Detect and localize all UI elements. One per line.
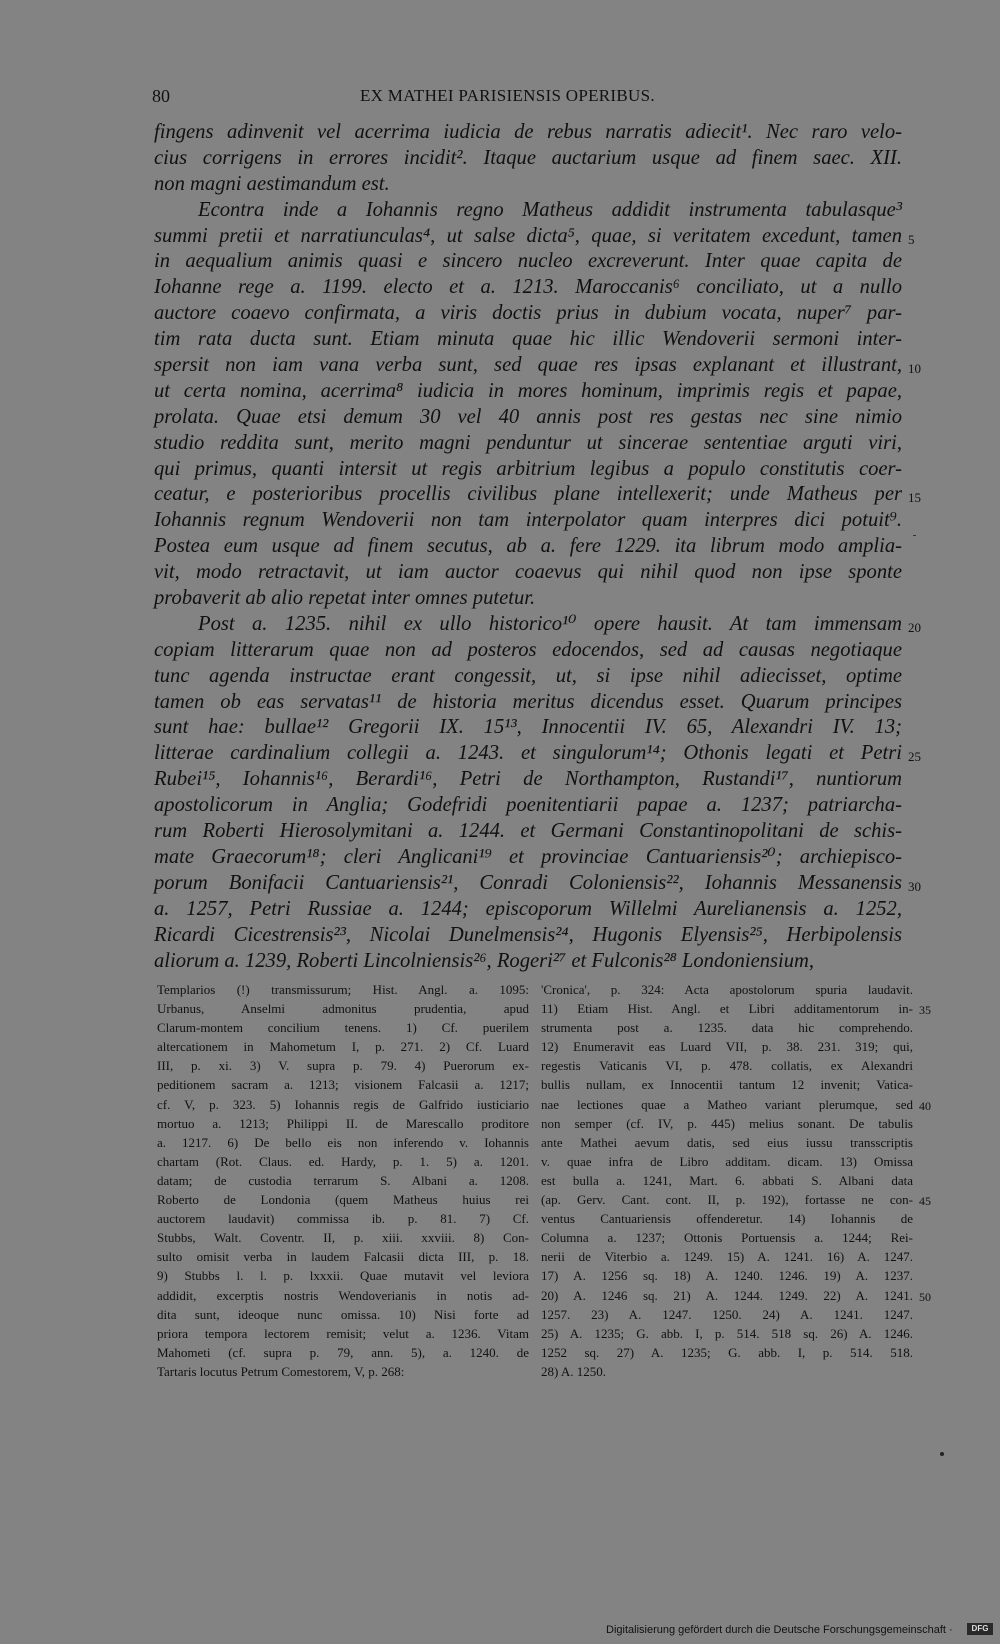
text-line-content: Post a. 1235. nihil ex ullo historico¹⁰ opere hausit. At tam immensam — [198, 612, 902, 635]
footnote-line — [541, 1171, 913, 1190]
print-speck — [913, 535, 916, 536]
text-line — [154, 638, 902, 664]
footnote-line — [541, 1247, 913, 1266]
text-line-content: summi pretii et narratiunculas⁴, ut salse dicta⁵, quae, si veritatem excedunt, tamen — [154, 224, 902, 247]
footnote-line-content: 11) Etiam Hist. Angl. et Libri additamentorum in- — [541, 1001, 913, 1017]
page-header — [0, 86, 1000, 116]
footnote-line-content: nae lectiones quae a Matheo variant plerumque, sed — [541, 1096, 913, 1112]
text-line-content: qui primus, quanti intersit ut regis arbitrium legibus a populo constitutis coer- — [154, 457, 902, 480]
text-line — [154, 405, 902, 431]
footnote-line-content: (ap. Gerv. Cant. cont. II, p. 192), fortasse ne con- — [541, 1192, 913, 1208]
text-line-content: Iohannis regnum Wendoverii non tam interpolator quam interpres dici potuit⁹. — [154, 509, 902, 532]
text-line-content: vit, modo retractavit, ut iam auctor coaevus qui nihil quod non ipse sponte — [154, 561, 902, 584]
footnote-line — [541, 1056, 913, 1075]
text-line — [154, 690, 902, 716]
text-line-content: aliorum a. 1239, Roberti Lincolniensis²⁶, Rogeri²⁷ et Fulconis²⁸ Londoniensium, — [154, 949, 815, 972]
text-line-content: porum Bonifacii Cantuariensis²¹, Conradi Coloniensis²², Iohannis Messanensis — [154, 871, 902, 894]
text-line — [154, 715, 902, 741]
line-number: 15 — [908, 490, 921, 506]
footnote-line — [541, 1324, 913, 1343]
text-line — [154, 327, 902, 353]
footnote-line-content: regestis Vaticanis VI, p. 478. collatis, ex Alexandri — [541, 1058, 913, 1074]
footnote-line — [157, 1152, 529, 1171]
footnote-line — [541, 1152, 913, 1171]
text-line-content: Econtra inde a Iohannis regno Matheus addidit instrumenta tabulasque³ — [198, 198, 902, 221]
footnote-line — [157, 1228, 529, 1247]
text-line — [154, 949, 902, 975]
text-line — [154, 275, 902, 301]
footnote-line-content: cf. V, p. 323. 5) Iohannis regis de Galfrido iusticiario — [157, 1096, 529, 1112]
footnote-line — [157, 1171, 529, 1190]
text-line — [154, 534, 902, 560]
footnote-line-content: 20) A. 1246 sq. 21) A. 1244. 1249. 22) A. 1241. — [541, 1287, 913, 1303]
footnote-line — [157, 1343, 529, 1362]
text-line — [154, 897, 902, 923]
text-line — [154, 508, 902, 534]
text-line-content: ceatur, e posterioribus procellis civilibus plane intellexerit; unde Matheus per — [154, 483, 902, 506]
text-line — [154, 923, 902, 949]
footnote-line-content: chartam (Rot. Claus. ed. Hardy, p. 1. 5) a. 1201. — [157, 1153, 529, 1169]
funding-note: Digitalisierung gefördert durch die Deutsche Forschungsgemeinschaft · — [606, 1624, 953, 1636]
footnote-line-content: mortuo a. 1213; Philippi II. de Marescallo proditore — [157, 1115, 529, 1131]
footnote-line-content: priora tempora lectorem remisit; velut a. 1236. Vitam — [157, 1325, 529, 1341]
footnote-line-content: nerii de Viterbio a. 1249. 15) A. 1241. 16) A. 1247. — [541, 1249, 913, 1265]
text-line — [154, 664, 902, 690]
footnote-line — [541, 1095, 931, 1114]
footnote-line — [157, 980, 529, 999]
footnote-line — [157, 1114, 529, 1133]
footnote-line-content: peditionem sacram a. 1213; visionem Falcasii a. 1217; — [157, 1077, 529, 1093]
footnote-line-content: a. 1217. 6) De bello eis non inferendo v. Iohannis — [157, 1134, 529, 1150]
footnote-line-content: 17) A. 1256 sq. 18) A. 1240. 1246. 19) A. 1237. — [541, 1268, 913, 1284]
line-number: 25 — [908, 749, 921, 765]
text-line — [154, 767, 902, 793]
footnote-line — [541, 1037, 913, 1056]
footnote-line — [541, 1286, 931, 1305]
line-number: 40 — [919, 1098, 931, 1113]
footnote-line — [157, 1247, 529, 1266]
line-number: 5 — [908, 231, 915, 247]
footnote-line-content: Clarum-montem concilium tenens. 1) Cf. puerilem — [157, 1020, 529, 1036]
page-number: 80 — [152, 86, 170, 106]
running-title: EX MATHEI PARISIENSIS OPERIBUS. — [360, 86, 655, 105]
text-line — [154, 741, 921, 767]
footnote-line — [157, 1190, 529, 1209]
footnote-line — [157, 1286, 529, 1305]
text-line-content: Iohanne rege a. 1199. electo et a. 1213. Maroccanis⁶ conciliato, ut a nullo — [154, 276, 902, 299]
footnote-line-content: Roberto de Londonia (quem Matheus huius rei — [157, 1192, 529, 1208]
footnote-line — [541, 1266, 913, 1285]
text-line — [154, 172, 902, 198]
line-number: 35 — [919, 1003, 931, 1018]
text-line — [154, 845, 902, 871]
line-number: 20 — [908, 619, 921, 635]
footnote-line-content: 1257. 23) A. 1247. 1250. 24) A. 1241. 1247. — [541, 1306, 913, 1322]
text-line-content: apostolicorum in Anglia; Godefridi poenitentiarii papae a. 1237; patriarcha- — [154, 794, 902, 817]
text-line-content: auctore coaevo confirmata, a viris doctis prius in dubium vocata, nuper⁷ par- — [154, 302, 902, 325]
footnote-line-content: ante Mathei aevum datis, sed eius iussu transscriptis — [541, 1134, 913, 1150]
text-line — [154, 793, 902, 819]
text-line-content: copiam litterarum quae non ad posteros edocendos, sed ad causas negotiaque — [154, 638, 902, 661]
text-line-content: rum Roberti Hierosolymitani a. 1244. et Germani Constantinopolitani de schis- — [154, 820, 902, 843]
text-line-content: mate Graecorum¹⁸; cleri Anglicani¹⁹ et provinciae Cantuariensis²⁰; archiepisco- — [154, 845, 902, 868]
footnote-line-content: altercationem in Mahometum I, p. 271. 2) Cf. Luard — [157, 1039, 529, 1055]
text-line-content: non magni aestimandum est. — [154, 172, 390, 195]
text-line-content: tunc agenda instructae erant congessit, ut, si ipse nihil adiecisset, optime — [154, 664, 902, 687]
footnote-line-content: 12) Enumeravit eas Luard VII, p. 38. 231. 319; qui, — [541, 1039, 913, 1055]
footnote-line — [541, 1209, 913, 1228]
footnote-line — [541, 1018, 913, 1037]
text-line — [154, 612, 921, 638]
footnote-line-content: Columna a. 1237; Ottonis Portuensis a. 1244; Rei- — [541, 1230, 913, 1246]
text-line — [154, 586, 902, 612]
footnote-line-content: Templarios (!) transmissurum; Hist. Angl. a. 1095: — [157, 982, 529, 997]
text-line — [154, 249, 902, 275]
text-line — [154, 353, 921, 379]
text-line-content: Postea eum usque ad finem secutus, ab a. fere 1229. ita librum modo amplia- — [154, 535, 902, 558]
footnote-line-content: datam; de custodia terrarum S. Albani a. 1208. — [157, 1172, 529, 1188]
footnote-line — [541, 1343, 913, 1362]
text-line-content: studio reddita sunt, merito magni penduntur ut sincerae sententiae arguti viri, — [154, 431, 902, 454]
footnote-line-content: Tartaris locutus Petrum Comestorem, V, p. 268: — [157, 1363, 405, 1379]
line-number: 30 — [908, 878, 921, 894]
text-line-content: Rubei¹⁵, Iohannis¹⁶, Berardi¹⁶, Petri de Northampton, Rustandi¹⁷, nuntiorum — [154, 768, 902, 791]
footnote-line-content: est bulla a. 1241, Mart. 6. abbati S. Albani data — [541, 1172, 913, 1188]
text-line — [154, 431, 902, 457]
line-number: 50 — [919, 1289, 931, 1304]
text-line-content: tamen ob eas servatas¹¹ de historia meritus dicendus esset. Quarum principes — [154, 690, 902, 713]
footnote-line — [157, 1133, 529, 1152]
footnote-line — [541, 1114, 913, 1133]
text-line-content: prolata. Quae etsi demum 30 vel 40 annis post res gestas nec sine nimio — [154, 405, 902, 428]
text-line-content: a. 1257, Petri Russiae a. 1244; episcoporum Willelmi Aurelianensis a. 1252, — [154, 897, 902, 920]
footnote-line — [157, 1324, 529, 1343]
footnote-line — [541, 980, 913, 999]
footnote-line — [541, 1362, 913, 1381]
text-line — [154, 224, 915, 250]
footnote-line — [541, 1133, 913, 1152]
text-line-content: litterae cardinalium collegii a. 1243. et singulorum¹⁴; Othonis legati et Petri — [154, 742, 902, 765]
text-line-content: fingens adinvenit vel acerrima iudicia de rebus narratis adiecit¹. Nec raro velo- — [154, 121, 902, 143]
footnote-line — [541, 1075, 913, 1094]
text-line-content: cius corrigens in errores incidit². Itaque auctarium usque ad finem saec. XII. — [154, 146, 902, 169]
footnote-line-content: bullis nullam, ex Innocentii tantum 12 invenit; Vatica- — [541, 1077, 913, 1093]
footnote-line-content: strumenta post a. 1235. data hic comprehendo. — [541, 1020, 913, 1036]
line-number: 45 — [919, 1194, 931, 1209]
main-text-block — [154, 120, 921, 974]
footnote-line — [157, 1305, 529, 1324]
footnote-line-content: III, p. xi. 3) V. supra p. 79. 4) Puerorum ex- — [157, 1058, 529, 1074]
footnote-line — [157, 1266, 529, 1285]
footnote-line — [157, 999, 529, 1018]
footnote-line — [157, 1209, 529, 1228]
footnote-line-content: 28) A. 1250. — [541, 1363, 606, 1379]
text-line — [154, 301, 902, 327]
text-line — [154, 871, 921, 897]
footnote-line-content: 'Cronica', p. 324: Acta apostolorum spuria laudavit. — [541, 982, 913, 997]
footnotes — [0, 980, 1000, 1410]
line-number: 10 — [908, 361, 921, 377]
text-line-content: in aequalium animis quasi e sincero nucleo excreverunt. Inter quae capita de — [154, 250, 902, 273]
text-line — [154, 560, 902, 586]
footnote-line-content: 1252 sq. 27) A. 1235; G. abb. I, p. 514. 518. — [541, 1344, 913, 1360]
footnote-line — [157, 1056, 529, 1075]
footnote-line — [157, 1037, 529, 1056]
text-line — [154, 379, 902, 405]
text-line — [154, 457, 902, 483]
text-line-content: spersit non iam vana verba sunt, sed quae res ipsas explanant et illustrant, — [154, 354, 902, 377]
footnotes-right-column — [541, 980, 931, 1381]
footnote-line — [541, 1228, 913, 1247]
text-line-content: Ricardi Cicestrensis²³, Nicolai Dunelmensis²⁴, Hugonis Elyensis²⁵, Herbipolensis — [154, 923, 902, 946]
footnote-line-content: addidit, excerptis nostris Wendoverianis in notis ad- — [157, 1287, 529, 1303]
text-line-content: sunt hae: bullae¹² Gregorii IX. 15¹³, Innocentii IV. 65, Alexandri IV. 13; — [154, 716, 902, 739]
text-line — [154, 819, 902, 845]
text-line — [154, 120, 902, 146]
footnote-line-content: dita sunt, ideoque nunc omissa. 10) Nisi forte ad — [157, 1306, 529, 1322]
footnote-line-content: ventus Cantuariensis offenderetur. 14) Iohannis de — [541, 1211, 913, 1227]
footnote-line-content: 25) A. 1235; G. abb. I, p. 514. 518 sq. 26) A. 1246. — [541, 1325, 913, 1341]
footnote-line-content: Urbanus, Anselmi admonitus prudentia, apud — [157, 1001, 529, 1017]
text-line — [154, 482, 921, 508]
footnote-line — [157, 1075, 529, 1094]
footnote-line — [541, 1305, 913, 1324]
text-line — [154, 198, 902, 224]
footnote-line-content: sulto omisit verba in laudem Falcasii dicta III, p. 18. — [157, 1249, 529, 1265]
footnote-line-content: Stubbs, Walt. Coventr. II, p. xiii. xxviii. 8) Con- — [157, 1230, 529, 1246]
footnote-line-content: v. quae infra de Libro additam. dicam. 13) Omissa — [541, 1153, 913, 1169]
print-speck — [940, 1452, 944, 1456]
footnote-line — [541, 1190, 931, 1209]
footnote-line-content: auctorem laudavit) commissa ib. p. 81. 7) Cf. — [157, 1211, 529, 1227]
text-line-content: ut certa nomina, acerrima⁸ iudicia in mores hominum, imprimis regis et papae, — [154, 379, 902, 402]
footnote-line — [157, 1095, 529, 1114]
footnote-line-content: 9) Stubbs l. l. p. lxxxii. Quae mutavit vel leviora — [157, 1268, 529, 1284]
footnote-line — [157, 1362, 529, 1381]
footnote-line — [157, 1018, 529, 1037]
footnotes-left-column — [157, 980, 529, 1381]
footnote-line-content: non semper (cf. IV, p. 445) melius sonant. De tabulis — [541, 1115, 913, 1131]
footnote-line — [541, 999, 931, 1018]
text-line-content: probaverit ab alio repetat inter omnes putetur. — [154, 587, 536, 610]
dfg-logo: DFG — [967, 1623, 993, 1635]
text-line-content: tim rata ducta sunt. Etiam minuta quae hic illic Wendoverii sermoni inter- — [154, 328, 902, 351]
footnote-line-content: Mahometi (cf. supra p. 79, ann. 5), a. 1240. de — [157, 1344, 529, 1360]
text-line — [154, 146, 902, 172]
